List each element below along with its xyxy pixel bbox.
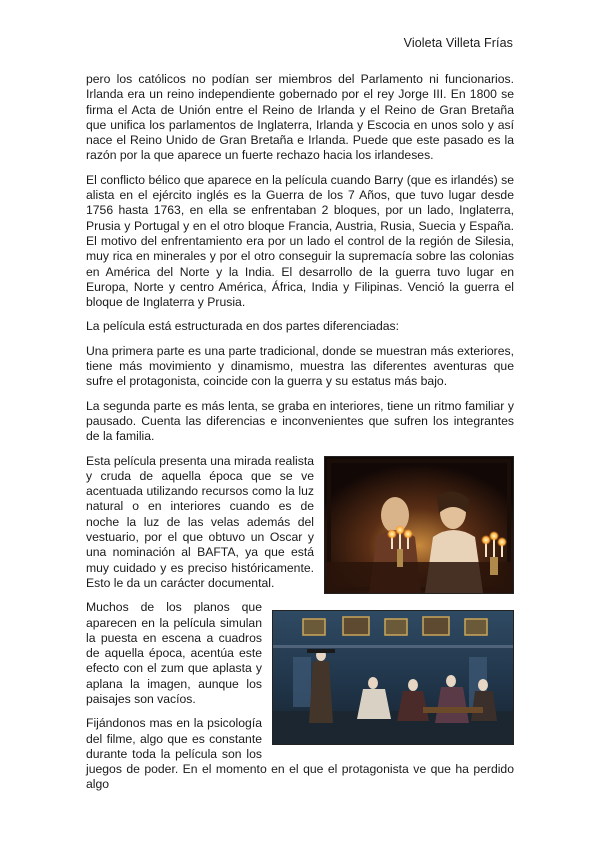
paragraph-2: El conflicto bélico que aparece en la película cuando Barry (que es irlandés) se alista en el ejército inglés es la Guerra de los 7 Años, que tuvo lugar desde 1756 hasta 1763, en ella se enfrentaban 2 bloques, por un lado, Inglaterra, Prusia y Portugal y en el otro bloque Francia, Austria, Rusia, Suecia y España. El motivo del enfrentamiento era por un lado el control de la región de Silesia, muy rica en minerales y por el otro conseguir la supremacía sobre las colonias en América del Norte y la India. El desarrollo de la guerra tuvo lugar en Europa, Norte y centro América, África, India y Filipinas. Venció la guerra el bloque de Inglaterra y Prusia.: [86, 172, 514, 310]
salon-scene-image: [272, 610, 514, 745]
paragraph-5: La segunda parte es más lenta, se graba en interiores, tiene un ritmo familiar y pausado. Cuenta las diferencias e inconvenientes que sufren los integrantes de la familia.: [86, 398, 514, 444]
paragraph-7: Muchos de los planos que aparecen en la película simulan la puesta en escena a cuadros de aquella época, acentúa este efecto con el zum que aplasta y aplana la imagen, aunque los paisajes son vacíos.: [86, 600, 262, 706]
paragraph-8: Fijándonos mas en la psicología del filme, algo que es constante durante toda la película son los juegos de poder. En el momento en el que el protagonista ve que ha perdido algo: [86, 716, 514, 792]
paragraph-6: Esta película presenta una mirada realista y cruda de aquella época que se ve acentuada utilizando recursos como la luz natural o en interiores cuando es de noche la luz de las velas además del vestuario, por el que obtuvo un Oscar y una nominación al BAFTA, ya que está muy cuidado y es preciso históricamente. Esto le da un carácter documental.: [86, 453, 314, 590]
author-name: Violeta Villeta Frías: [403, 36, 513, 50]
paragraph-1: pero los católicos no podían ser miembros del Parlamento ni funcionarios. Irlanda era un reino independiente gobernado por el rey Jorge III. En 1800 se firma el Acta de Unión entre el Reino de Irlanda y el Reino de Gran Bretaña que unifica los parlamentos de Inglaterra, Irlanda y Escocia en unos solo y así nace el Reino Unido de Gran Bretaña e Irlanda. Puede que este pasado es la razón por la que aparece un fuerte rechazo hacia los irlandeses.: [86, 72, 514, 163]
paragraph-4: Una primera parte es una parte tradicional, donde se muestran más exteriores, tiene más movimiento y dinamismo, muestra las diferentes aventuras que sufre el protagonista, coincide con la guerra y su estatus más bajo.: [86, 343, 514, 389]
candlelit-scene-image: [324, 456, 514, 594]
document-body: [86, 72, 514, 802]
paragraph-3: La película está estructurada en dos partes diferenciadas:: [86, 319, 400, 334]
